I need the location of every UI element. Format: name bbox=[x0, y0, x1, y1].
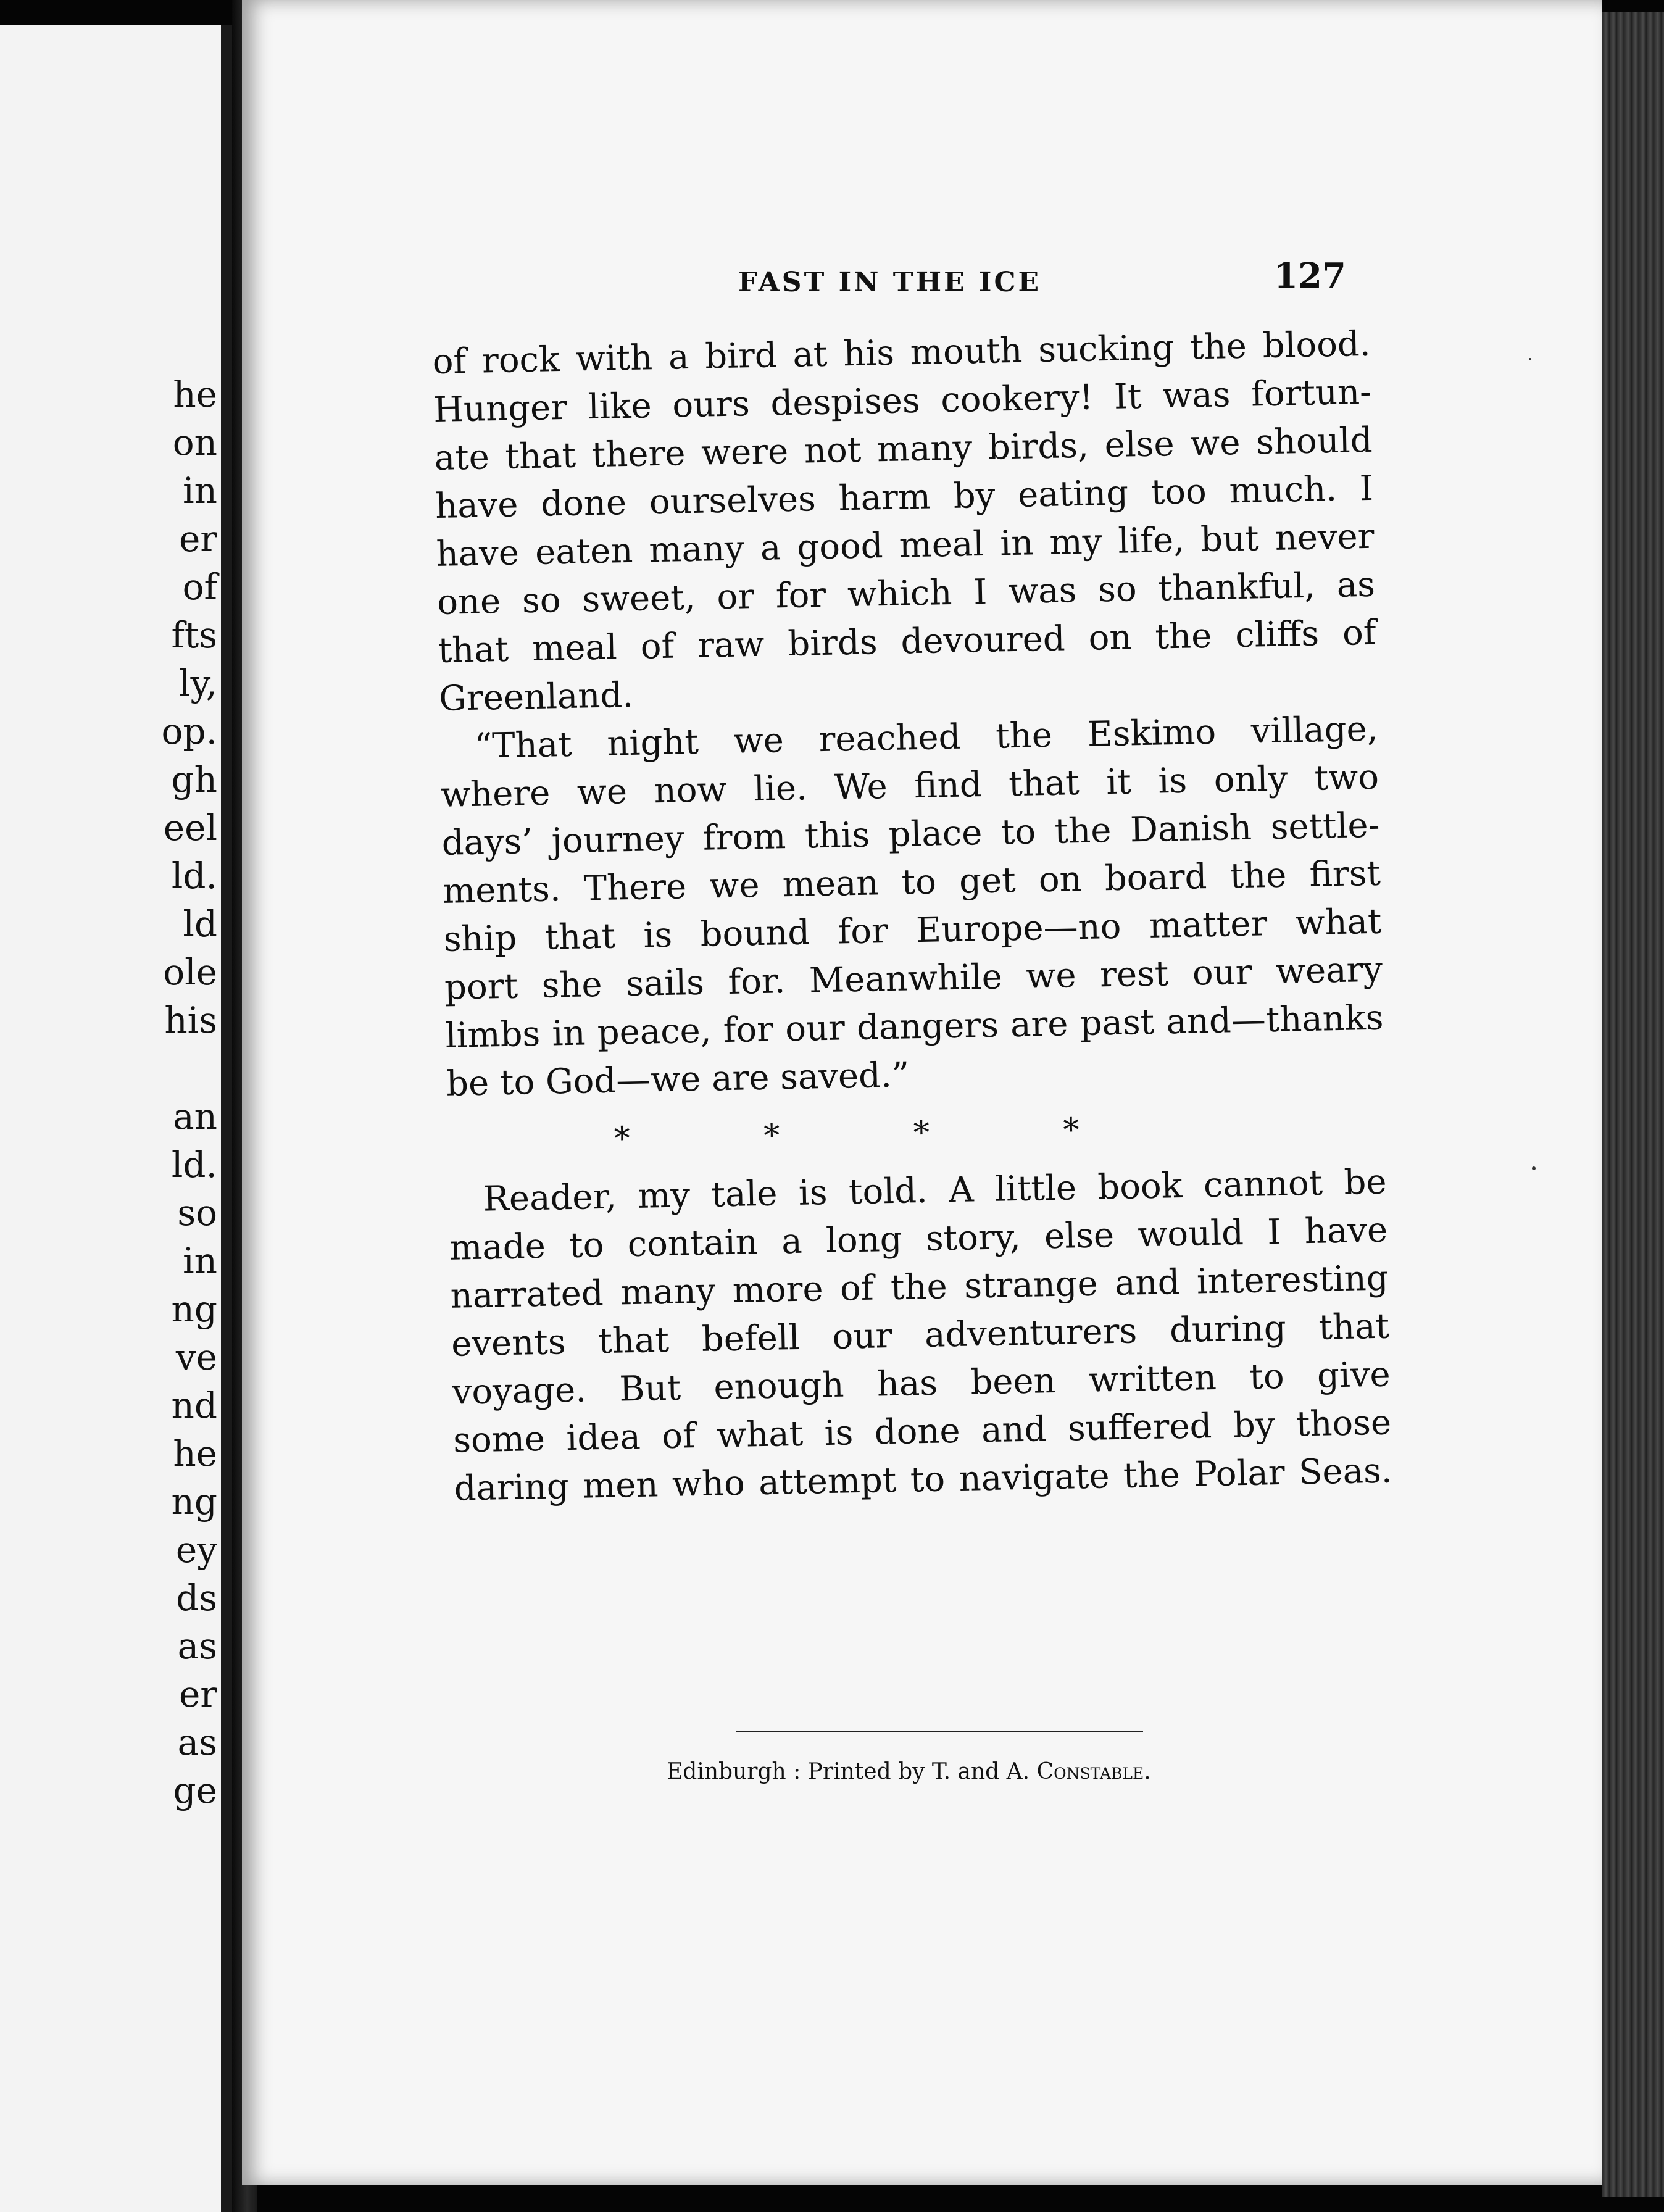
text-line: some idea of what is done and suffered by those bbox=[452, 1402, 1392, 1461]
text-line: Reader, my tale is told. A little book cannot be bbox=[483, 1162, 1387, 1220]
line-fragment: ng bbox=[171, 1481, 217, 1523]
line-fragment: in bbox=[183, 470, 217, 512]
line-fragment: of bbox=[182, 566, 217, 608]
line-fragment: ng bbox=[171, 1288, 217, 1330]
line-fragment: on bbox=[172, 422, 217, 464]
line-fragment: as bbox=[177, 1721, 217, 1763]
paper-speck bbox=[1529, 358, 1531, 360]
line-fragment: ole bbox=[163, 951, 217, 993]
text-line: port she sails for. Meanwhile we rest our weary bbox=[444, 949, 1383, 1008]
page-body bbox=[432, 320, 1392, 1513]
text-line: where we now lie. We find that it is only two bbox=[440, 757, 1379, 815]
line-fragment: in bbox=[183, 1240, 217, 1282]
imprint-name: Constable. bbox=[1036, 1759, 1151, 1784]
text-line: Greenland. bbox=[438, 675, 634, 719]
line-fragment: fts bbox=[171, 614, 217, 656]
line-fragment: op. bbox=[161, 710, 217, 752]
text-line: limbs in peace, for our dangers are past and—thanks bbox=[445, 997, 1384, 1056]
text-line: one so sweet, or for which I was so thankful, as bbox=[436, 564, 1376, 623]
previous-page-line-ends bbox=[162, 370, 217, 1815]
text-line: ship that is bound for Europe—no matter what bbox=[443, 901, 1383, 960]
imprint-prefix: Edinburgh : Printed by T. and A. bbox=[667, 1759, 1037, 1784]
line-fragment: nd bbox=[171, 1384, 217, 1426]
text-line: made to contain a long story, else would I have bbox=[449, 1210, 1388, 1268]
line-fragment: he bbox=[173, 1432, 217, 1474]
line-fragment: he bbox=[173, 373, 217, 415]
line-fragment: ld. bbox=[171, 1144, 217, 1186]
text-line: days’ journey from this place to the Danish settle- bbox=[441, 805, 1381, 863]
line-fragment: ld. bbox=[171, 855, 217, 897]
text-line: ate that there were not many birds, else we should bbox=[434, 420, 1373, 478]
text-line: that meal of raw birds devoured on the cliffs of bbox=[438, 612, 1377, 671]
text-line: Hunger like ours despises cookery! It was fortun- bbox=[433, 372, 1372, 430]
text-line: have eaten many a good meal in my life, but never bbox=[436, 516, 1375, 575]
section-separator: * * * * bbox=[614, 1112, 1080, 1158]
line-fragment: ey bbox=[175, 1529, 217, 1571]
line-fragment: eel bbox=[163, 807, 217, 849]
text-line: of rock with a bird at his mouth sucking the blood. bbox=[432, 323, 1371, 382]
line-fragment: as bbox=[177, 1625, 217, 1667]
text-line: events that befell our adventurers during that bbox=[451, 1306, 1390, 1365]
text-line: voyage. But enough has been written to give bbox=[452, 1354, 1391, 1413]
line-fragment: ge bbox=[173, 1769, 217, 1811]
printer-imprint bbox=[667, 1759, 1151, 1784]
line-fragment: er bbox=[178, 1673, 217, 1715]
paper-speck bbox=[1532, 1166, 1536, 1170]
line-fragment bbox=[162, 1044, 217, 1092]
line-fragment: an bbox=[173, 1096, 217, 1137]
line-fragment: ly, bbox=[178, 662, 217, 704]
text-line: have done ourselves harm by eating too much. I bbox=[435, 468, 1374, 526]
imprint-rule bbox=[736, 1731, 1143, 1732]
page-number: 127 bbox=[1274, 256, 1346, 296]
line-fragment: so bbox=[177, 1192, 217, 1234]
line-fragment: gh bbox=[171, 759, 217, 800]
previous-page-strip bbox=[0, 25, 232, 2212]
text-line: “That night we reached the Eskimo village, bbox=[474, 709, 1379, 767]
page-block-edge bbox=[1602, 12, 1664, 2197]
line-fragment: ve bbox=[175, 1336, 217, 1378]
line-fragment: his bbox=[164, 999, 217, 1041]
line-fragment: ds bbox=[176, 1577, 217, 1619]
text-line: be to God—we are saved.” bbox=[446, 1055, 910, 1104]
text-line: narrated many more of the strange and interesting bbox=[450, 1258, 1389, 1316]
running-head: FAST IN THE ICE bbox=[738, 267, 1042, 298]
line-fragment: ld bbox=[183, 903, 217, 945]
text-line: daring men who attempt to navigate the Polar Seas. bbox=[454, 1450, 1393, 1509]
text-line: ments. There we mean to get on board the first bbox=[442, 853, 1381, 912]
line-fragment: er bbox=[178, 518, 217, 560]
